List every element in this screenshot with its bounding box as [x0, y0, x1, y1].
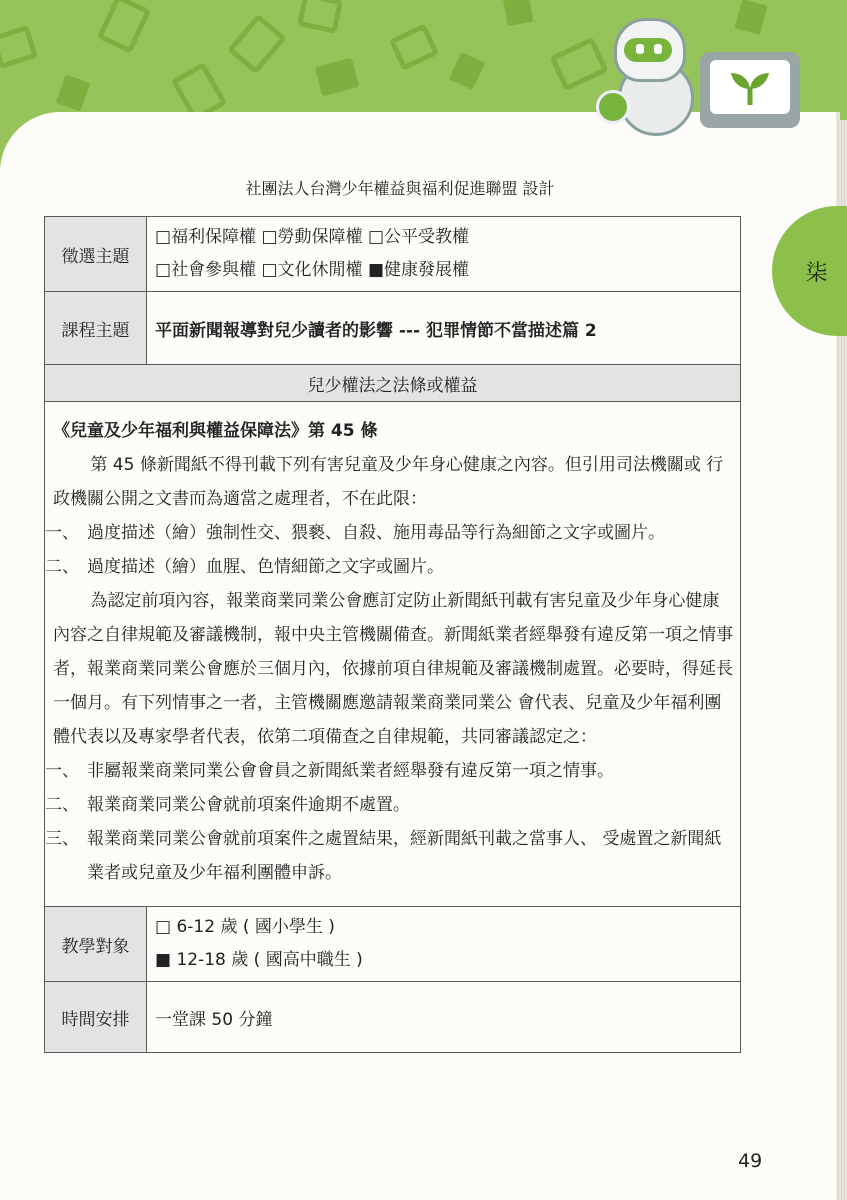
checkbox-icon: □: [261, 260, 278, 280]
topic-option: □公平受教權: [367, 227, 469, 247]
list-item: 二、 報業商業同業公會就前項案件逾期不處置。: [45, 795, 410, 815]
newspaper-icon: [56, 74, 91, 111]
audience-options: [147, 907, 741, 982]
checkbox-icon: □: [367, 227, 384, 247]
audience-label: 教學對象: [45, 907, 147, 982]
sprout-icon: [727, 67, 773, 107]
tv-icon: [389, 23, 440, 71]
time-value: 一堂課 50 分鐘: [147, 982, 741, 1053]
tv-icon: [0, 25, 38, 70]
tablet-icon: [97, 0, 152, 54]
audience-option: □ 6-12 歲 ( 國小學生 ): [155, 917, 335, 937]
checkbox-icon: □: [261, 227, 278, 247]
designer-credit: 社團法人台灣少年權益與福利促進聯盟 設計: [245, 179, 555, 198]
list-item: 三、 報業商業同業公會就前項案件之處置結果，經新聞紙刊載之當事人、 受處置之新聞紙業者或兒童及少年福利團體申訴。: [45, 829, 722, 883]
film-icon: [315, 58, 359, 97]
law-paragraph: 為認定前項內容，報業商業同業公會應訂定防止新聞紙刊載有害兒童及少年身心健康內容之自律規範及審議機制，報中央主管機關備查。新聞紙業者經舉發有違反第一項之情事者，報業商業同業公會應於三個月內，依據前項自律規範及審議機制處置。必要時，得延長一個月。有下列情事之一者，主管機關應邀請報業商業同業公 會代表、兒童及少年福利團體代表以及專家學者代表，依第二項備查之自律規範，共同審議認定之：: [53, 591, 733, 747]
newspaper-icon: [503, 0, 534, 26]
checkbox-icon: □: [155, 260, 172, 280]
checkbox-icon: □: [155, 917, 172, 937]
audience-option: ■ 12-18 歲 ( 國高中職生 ): [155, 950, 363, 970]
checkbox-checked-icon: ■: [367, 260, 384, 280]
topic-label: 徵選主題: [45, 217, 147, 292]
topic-option: □社會參與權: [155, 260, 257, 280]
topic-option: ■健康發展權: [367, 260, 469, 280]
tablet-icon: [227, 13, 287, 74]
time-label: 時間安排: [45, 982, 147, 1053]
robot-mascot-icon: [596, 10, 716, 135]
topic-option: □文化休閒權: [261, 260, 363, 280]
course-label: 課程主題: [45, 292, 147, 365]
course-table: [44, 216, 741, 1053]
law-content: [45, 402, 741, 907]
checkbox-checked-icon: ■: [155, 950, 172, 970]
topic-option: □福利保障權: [155, 227, 257, 247]
law-paragraph: 第 45 條新聞紙不得刊載下列有害兒童及少年身心健康之內容。但引用司法機關或 行政機關公開之文書而為適當之處理者，不在此限：: [53, 455, 724, 509]
chapter-tab: 柒: [772, 206, 847, 336]
list-item: 二、 過度描述（繪）血腥、色情細節之文字或圖片。: [45, 557, 444, 577]
list-item: 一、 非屬報業商業同業公會會員之新聞紙業者經舉發有違反第一項之情事。: [45, 761, 614, 781]
tv-icon: [297, 0, 343, 34]
sprout-tv-icon: [700, 52, 800, 128]
newspaper-icon: [449, 52, 485, 90]
topic-options: [147, 217, 741, 292]
newspaper-icon: [735, 0, 768, 35]
topic-option: □勞動保障權: [261, 227, 363, 247]
page-number: 49: [738, 1150, 763, 1172]
list-item: 一、 過度描述（繪）強制性交、猥褻、自殺、施用毒品等行為細節之文字或圖片。: [45, 523, 665, 543]
course-title: 平面新聞報導對兒少讀者的影響 --- 犯罪情節不當描述篇 2: [147, 292, 741, 365]
section-heading: 兒少權法之法條或權益: [45, 365, 741, 402]
checkbox-icon: □: [155, 227, 172, 247]
law-title: 《兒童及少年福利與權益保障法》第 45 條: [53, 421, 378, 441]
